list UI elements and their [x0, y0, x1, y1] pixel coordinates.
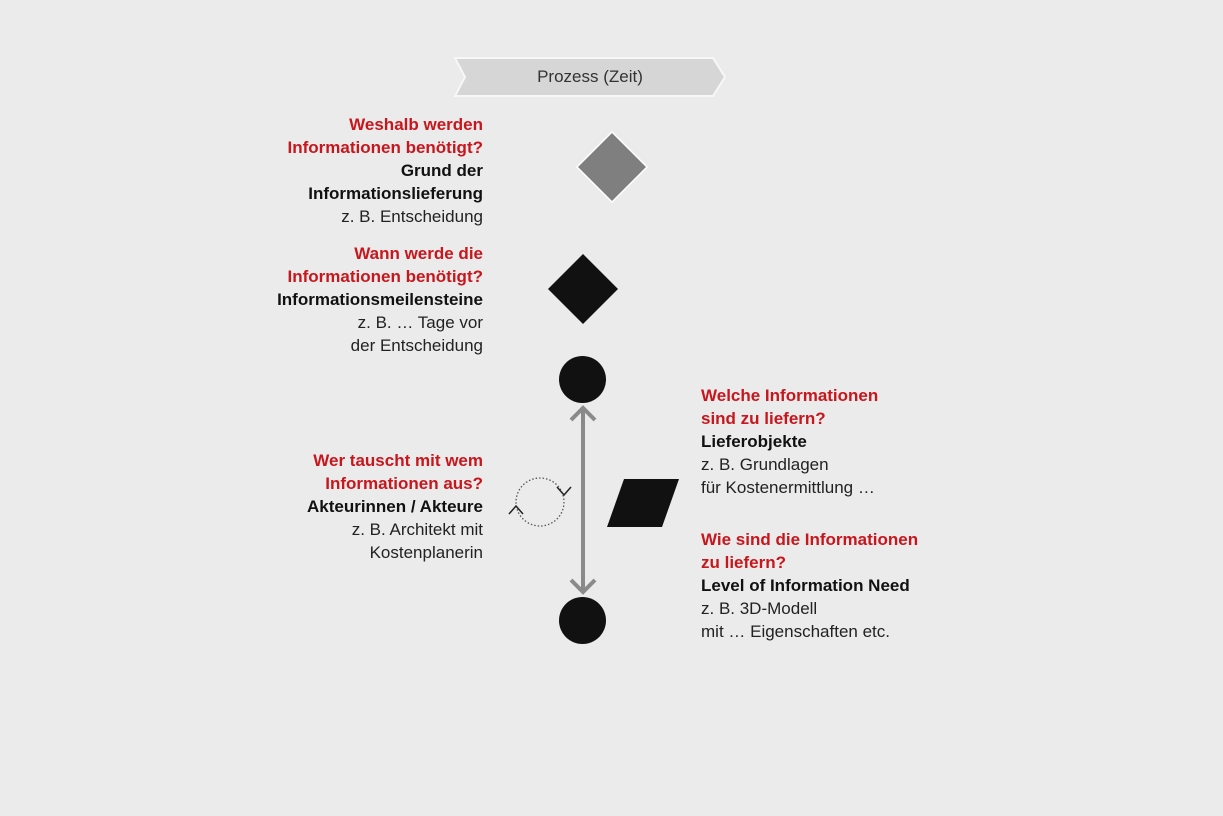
black-diamond-icon — [547, 253, 619, 325]
what-title-line-1: Lieferobjekte — [701, 432, 807, 451]
end-circle-icon — [558, 596, 607, 645]
what-example-line-1: z. B. Grundlagen — [701, 455, 829, 474]
why-title-line-1: Grund der — [400, 161, 483, 180]
who-question-line-1: Wer tauscht mit wem — [313, 451, 483, 470]
what-example-line-2: für Kostenermittlung … — [701, 478, 875, 497]
parallelogram-icon — [606, 478, 680, 528]
how-title-line-1: Level of Information Need — [701, 576, 910, 595]
how-example-line-1: z. B. 3D-Modell — [701, 599, 818, 618]
block-how — [701, 528, 1021, 643]
why-question-line-1: Weshalb werden — [349, 115, 483, 134]
who-question-line-2: Informationen aus? — [325, 474, 483, 493]
process-banner — [455, 58, 725, 96]
what-question-line-1: Welche Informationen — [701, 386, 879, 405]
when-example-line-2: der Entscheidung — [350, 336, 483, 355]
why-question-line-2: Informationen benötigt? — [287, 138, 483, 157]
cycle-arrows-icon — [505, 470, 575, 534]
grey-diamond-icon — [576, 131, 648, 203]
why-title-line-2: Informationslieferung — [308, 184, 483, 203]
when-question-line-1: Wann werde die — [354, 244, 483, 263]
how-question-line-1: Wie sind die Informationen — [701, 530, 919, 549]
how-example-line-2: mit … Eigenschaften etc. — [701, 622, 890, 641]
who-title-line-1: Akteurinnen / Akteure — [306, 497, 483, 516]
block-what — [701, 384, 1021, 499]
process-label: Prozess (Zeit) — [537, 67, 643, 86]
who-example-line-1: z. B. Architekt mit — [351, 520, 483, 539]
block-when — [200, 242, 483, 357]
start-circle-icon — [558, 355, 607, 404]
block-why — [200, 113, 483, 228]
why-example-line-1: z. B. Entscheidung — [341, 207, 483, 226]
block-who — [200, 449, 483, 564]
when-question-line-2: Informationen benötigt? — [287, 267, 483, 286]
when-title-line-1: Informationsmeilensteine — [277, 290, 483, 309]
how-question-line-2: zu liefern? — [701, 553, 787, 572]
what-question-line-2: sind zu liefern? — [701, 409, 826, 428]
when-example-line-1: z. B. … Tage vor — [357, 313, 483, 332]
who-example-line-2: Kostenplanerin — [369, 543, 483, 562]
